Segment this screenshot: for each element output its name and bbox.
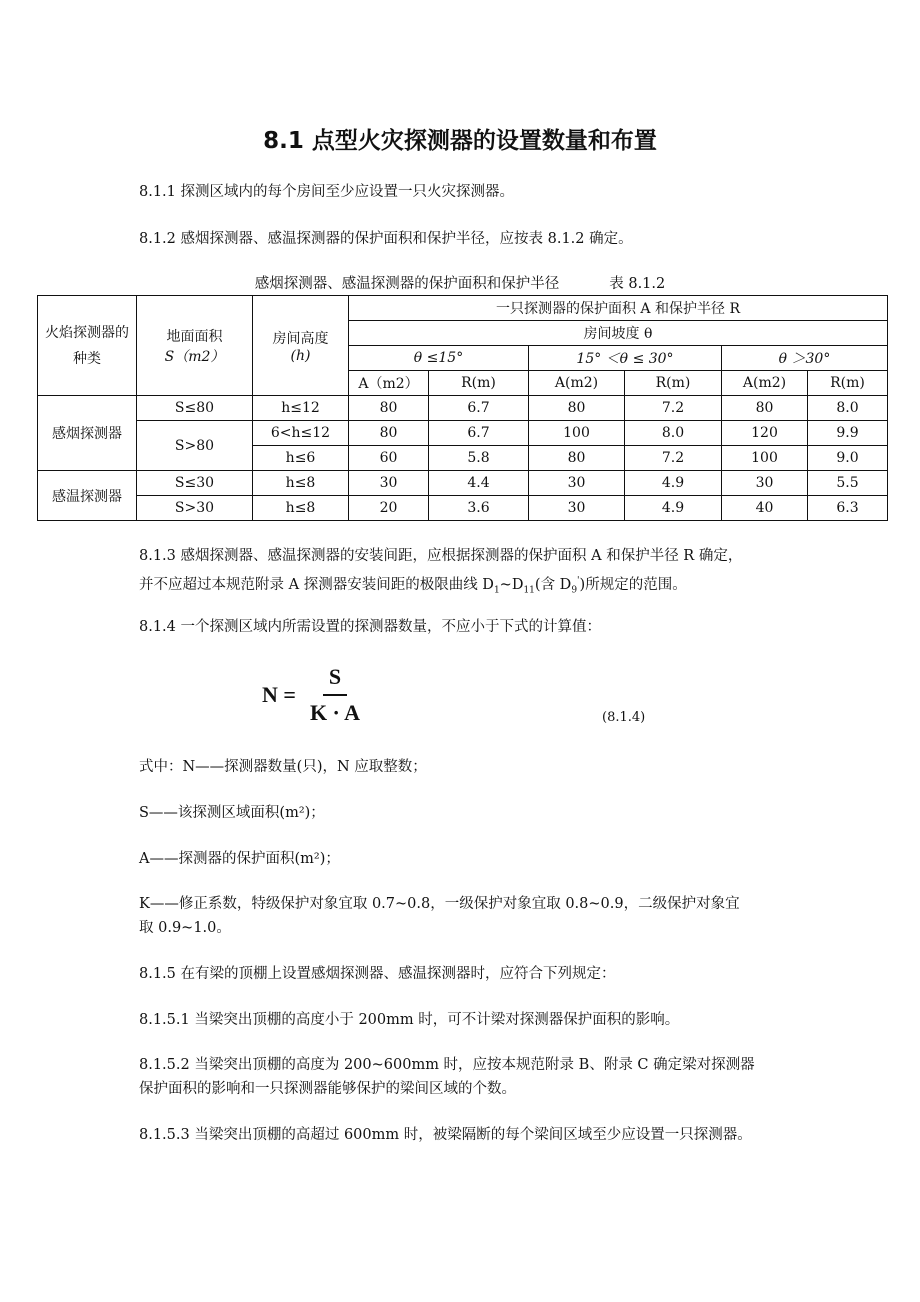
cell: 6.3 — [808, 496, 888, 521]
cell: 30 — [722, 471, 808, 496]
formula — [262, 664, 366, 726]
cell: 9.9 — [808, 421, 888, 446]
cell-height: h≤8 — [253, 496, 349, 521]
cell-height: h≤6 — [253, 446, 349, 471]
cell: 7.2 — [625, 446, 722, 471]
cell: 6.7 — [429, 396, 529, 421]
cell-area: S≤80 — [137, 396, 253, 421]
table-caption — [0, 272, 920, 293]
formula-fraction — [304, 664, 366, 726]
cell: 7.2 — [625, 396, 722, 421]
cell: 8.0 — [808, 396, 888, 421]
cell: 100 — [722, 446, 808, 471]
formula-number: (8.1.4) — [602, 710, 646, 725]
definition-s: S——该探测区域面积(m²)； — [139, 805, 325, 821]
paragraph-8-1-4: 8.1.4 一个探测区域内所需设置的探测器数量，不应小于下式的计算值： — [139, 619, 602, 635]
formula-lhs: N = — [262, 682, 296, 707]
cell: 40 — [722, 496, 808, 521]
cell: 4.4 — [429, 471, 529, 496]
cell: 80 — [722, 396, 808, 421]
paragraph-8-1-1: 8.1.1 探测区域内的每个房间至少应设置一只火灾探测器。 — [139, 184, 515, 200]
header-group: 一只探测器的保护面积 A 和保护半径 R — [349, 296, 888, 321]
paragraph-8-1-3-line1: 8.1.3 感烟探测器、感温探测器的安装间距，应根据探测器的保护面积 A 和保护半径 R 确定， — [139, 548, 743, 564]
paragraph-8-1-3-line2: 并不应超过本规范附录 A 探测器安装间距的极限曲线 $D_1\sim D_{11}$(含 $D_9'$)所规定的范围。 — [139, 576, 687, 596]
cell-height: h≤8 — [253, 471, 349, 496]
cell-height: h≤12 — [253, 396, 349, 421]
definition-k-line2: 取 0.9~1.0。 — [139, 920, 231, 936]
sub-header: R(m) — [808, 371, 888, 396]
cell-area: S≤30 — [137, 471, 253, 496]
cell: 120 — [722, 421, 808, 446]
header-area: 地面面积 S（m2） — [137, 296, 253, 396]
table-row — [38, 421, 888, 446]
cell: 20 — [349, 496, 429, 521]
sub-header: R(m) — [429, 371, 529, 396]
formula-denominator: K · A — [309, 700, 361, 725]
cell: 5.8 — [429, 446, 529, 471]
header-slope-2: 15° ＜θ ≤ 30° — [529, 346, 722, 371]
page-title: 8.1 点型火灾探测器的设置数量和布置 — [263, 128, 657, 154]
table-row — [38, 496, 888, 521]
header-type: 火焰探测器的种类 — [38, 296, 137, 396]
paragraph-8-1-5-2-line1: 8.1.5.2 当梁突出顶棚的高度为 200~600mm 时，应按本规范附录 B、附录 C 确定梁对探测器 — [139, 1057, 755, 1073]
paragraph-8-1-2: 8.1.2 感烟探测器、感温探测器的保护面积和保护半径，应按表 8.1.2 确定。 — [139, 231, 633, 247]
cell: 5.5 — [808, 471, 888, 496]
table-row — [38, 396, 888, 421]
sub-header: A(m2) — [529, 371, 625, 396]
definition-a: A——探测器的保护面积(m²)； — [139, 851, 340, 867]
cell: 30 — [529, 496, 625, 521]
cell: 8.0 — [625, 421, 722, 446]
type-smoke: 感烟探测器 — [38, 396, 137, 471]
cell: 80 — [529, 446, 625, 471]
cell: 60 — [349, 446, 429, 471]
paragraph-8-1-5-3: 8.1.5.3 当梁突出顶棚的高超过 600mm 时，被梁隔断的每个梁间区域至少应设置一只探测器。 — [139, 1127, 752, 1143]
paragraph-8-1-5-1: 8.1.5.1 当梁突出顶棚的高度小于 200mm 时，可不计梁对探测器保护面积的影响。 — [139, 1012, 680, 1028]
paragraph-8-1-5-2-line2: 保护面积的影响和一只探测器能够保护的梁间区域的个数。 — [139, 1081, 516, 1097]
cell: 30 — [529, 471, 625, 496]
table-row — [38, 471, 888, 496]
cell: 100 — [529, 421, 625, 446]
protection-table — [37, 295, 888, 521]
sub-header: A（m2） — [349, 371, 429, 396]
cell: 9.0 — [808, 446, 888, 471]
cell-height: 6<h≤12 — [253, 421, 349, 446]
cell-area: S>80 — [137, 421, 253, 471]
cell: 6.7 — [429, 421, 529, 446]
cell: 30 — [349, 471, 429, 496]
definition-n: 式中：N——探测器数量(只)，N 应取整数； — [139, 759, 427, 775]
cell: 3.6 — [429, 496, 529, 521]
cell: 80 — [349, 396, 429, 421]
type-heat: 感温探测器 — [38, 471, 137, 521]
paragraph-8-1-5: 8.1.5 在有梁的顶棚上设置感烟探测器、感温探测器时，应符合下列规定： — [139, 966, 616, 982]
header-slope: 房间坡度 θ — [349, 321, 888, 346]
table-number: 表 8.1.2 — [609, 276, 666, 292]
cell-area: S>30 — [137, 496, 253, 521]
header-slope-3: θ ＞30° — [722, 346, 888, 371]
table-caption-text: 感烟探测器、感温探测器的保护面积和保护半径 — [254, 276, 560, 292]
cell: 4.9 — [625, 471, 722, 496]
cell: 80 — [529, 396, 625, 421]
formula-numerator: S — [323, 664, 347, 696]
header-slope-1: θ ≤15° — [349, 346, 529, 371]
sub-header: R(m) — [625, 371, 722, 396]
definition-k-line1: K——修正系数，特级保护对象宜取 0.7~0.8，一级保护对象宜取 0.8~0.9，二级保护对象宜 — [139, 896, 740, 912]
cell: 4.9 — [625, 496, 722, 521]
cell: 80 — [349, 421, 429, 446]
header-height: 房间高度 (h) — [253, 296, 349, 396]
sub-header: A(m2) — [722, 371, 808, 396]
